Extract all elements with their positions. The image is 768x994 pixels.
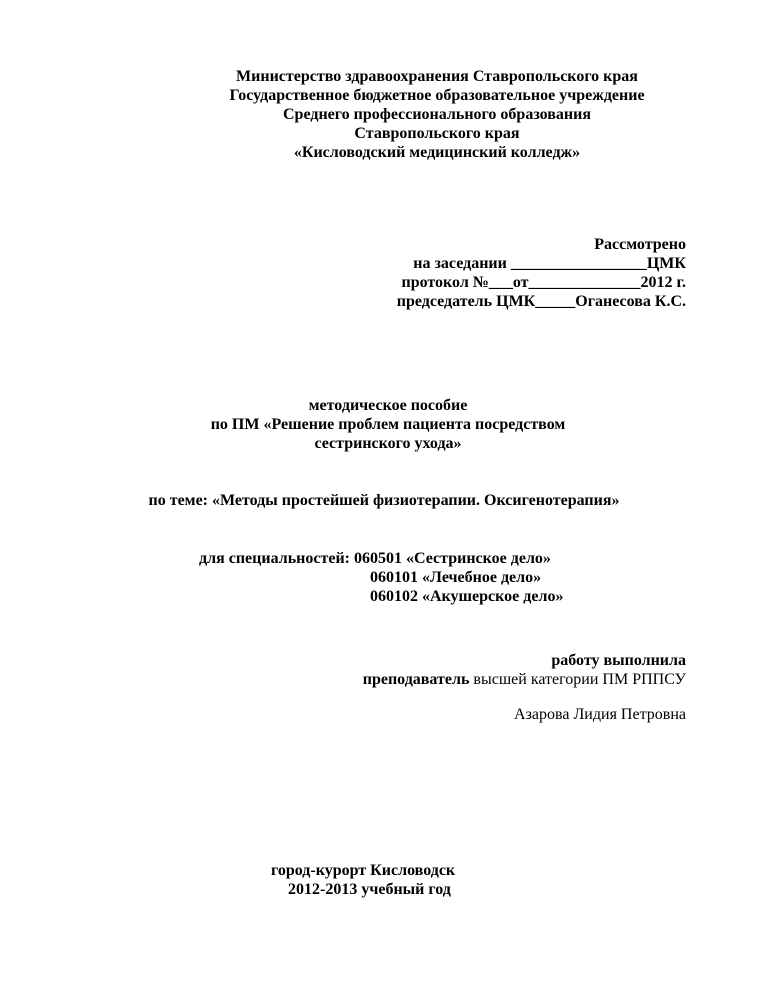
approval-protocol: протокол №___от______________2012 г. [401,274,686,291]
author-position [186,670,686,689]
specialty-060101: 060101 «Лечебное дело» [370,569,542,586]
manual-type: методическое пособие [308,397,468,414]
city-line: город-курорт Кисловодск [271,862,456,879]
specialties-label: для специальностей: 060501 «Сестринское дело» [199,550,551,567]
college-name: «Кисловодский медицинский колледж» [293,144,581,161]
author-done-by: работу выполнила [551,652,686,669]
region-line: Ставропольского края [354,125,520,142]
specialty-060102: 060102 «Акушерское дело» [370,588,564,605]
approval-title: Рассмотрено [594,236,686,253]
manual-topic: по теме: «Методы простейшей физиотерапии. Оксигенотерапия» [148,492,620,509]
approval-meeting: на заседании _________________ЦМК [413,255,686,272]
author-position-detail: высшей категории ПМ РППСУ [469,671,686,688]
author-name: Азарова Лидия Петровна [514,706,686,723]
ministry-line: Министерство здравоохранения Ставропольского края [236,68,638,85]
approval-chair: председатель ЦМК_____Оганесова К.С. [396,293,686,310]
academic-year-line: 2012-2013 учебный год [288,881,451,898]
institution-line: Государственное бюджетное образовательное учреждение [229,87,645,104]
manual-pm-line1: по ПМ «Решение проблем пациента посредством [210,416,566,433]
manual-pm-line2: сестринского ухода» [314,435,462,452]
education-level-line: Среднего профессионального образования [283,106,591,123]
author-position-title: преподаватель [362,671,470,688]
